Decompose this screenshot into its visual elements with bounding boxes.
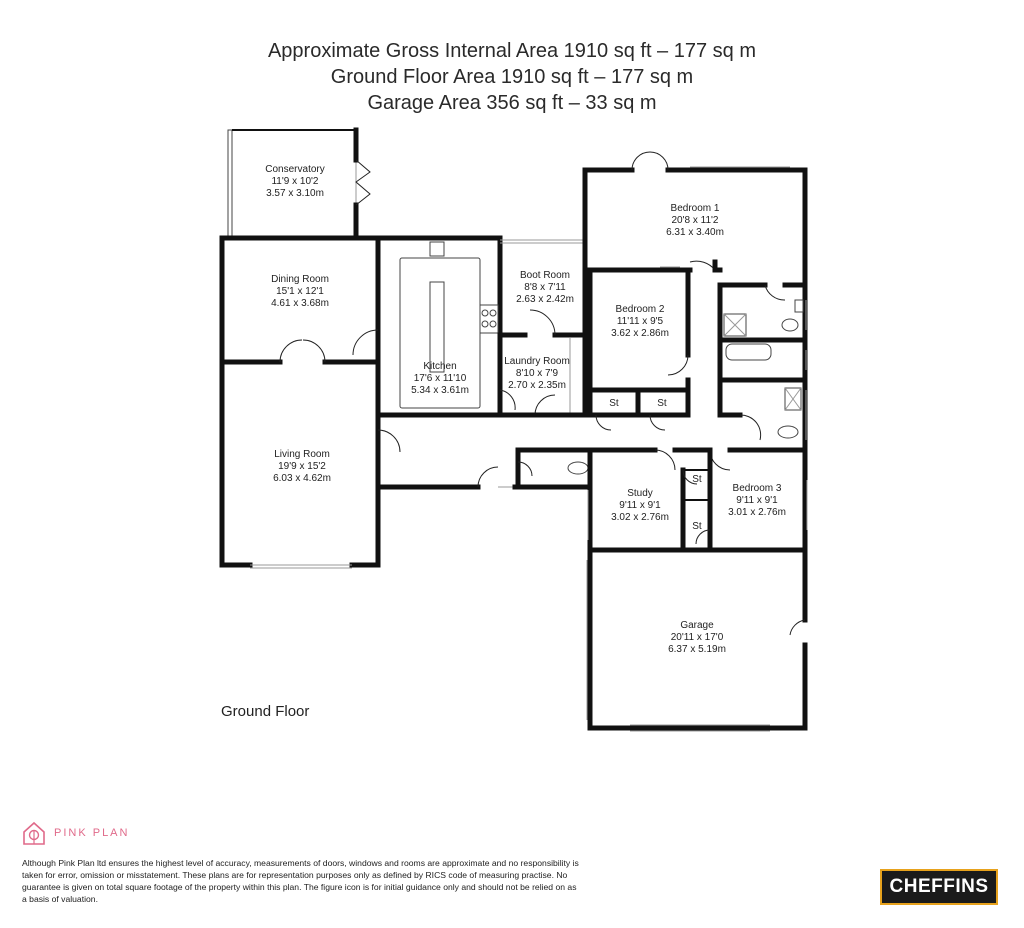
svg-text:2.70 x 2.35m: 2.70 x 2.35m: [508, 380, 566, 391]
room-label-living: [273, 449, 331, 484]
gross-area-text: Approximate Gross Internal Area 1910 sq ft – 177 sq m: [267, 40, 757, 62]
svg-text:8'10 x 7'9: 8'10 x 7'9: [515, 368, 559, 379]
cheffins-logo: CHEFFINS: [880, 869, 998, 905]
svg-text:Bedroom 2: Bedroom 2: [615, 304, 665, 315]
store-label-2: St: [657, 398, 667, 409]
svg-text:Kitchen: Kitchen: [423, 361, 457, 372]
store-label-3: St: [692, 474, 702, 485]
svg-text:Bedroom 3: Bedroom 3: [732, 483, 782, 494]
svg-text:Garage: Garage: [680, 620, 714, 631]
store-label-4: St: [692, 521, 702, 532]
svg-text:3.01 x 2.76m: 3.01 x 2.76m: [728, 507, 786, 518]
brand-name: PINK PLAN: [54, 827, 130, 839]
hallway-walls: [378, 415, 590, 487]
svg-text:6.31 x 3.40m: 6.31 x 3.40m: [666, 227, 724, 238]
room-label-bedroom2: [611, 304, 669, 339]
svg-text:11'9 x 10'2: 11'9 x 10'2: [271, 176, 319, 187]
svg-text:15'1 x 12'1: 15'1 x 12'1: [276, 286, 324, 297]
room-label-garage: [668, 620, 726, 655]
svg-text:8'8 x 7'11: 8'8 x 7'11: [524, 282, 566, 293]
svg-text:20'11 x 17'0: 20'11 x 17'0: [670, 632, 724, 643]
svg-text:3.02 x 2.76m: 3.02 x 2.76m: [611, 512, 669, 523]
room-label-bedroom1: [666, 203, 724, 238]
svg-text:6.03 x 4.62m: 6.03 x 4.62m: [273, 473, 331, 484]
store-label-1: St: [609, 398, 619, 409]
floor-label: Ground Floor: [221, 703, 310, 720]
svg-text:17'6 x 11'10: 17'6 x 11'10: [413, 373, 467, 384]
svg-text:9'11 x 9'1: 9'11 x 9'1: [619, 500, 661, 511]
svg-text:11'11 x 9'5: 11'11 x 9'5: [616, 316, 664, 327]
disclaimer-text: Although Pink Plan ltd ensures the highest level of accuracy, measurements of doors, windows and rooms are approximate and no responsibility is taken for error, omission or misstatement. These plans are for representation purposes only as defined by RICS code of measuring practise. No guarantee is given on total square footage of the property within this plan. The figure icon is for initial guidance only and should not be relied on as a basis of valuation.: [22, 858, 579, 904]
svg-text:Study: Study: [627, 488, 653, 499]
room-label-dining: [271, 274, 329, 309]
svg-text:19'9 x 15'2: 19'9 x 15'2: [278, 461, 326, 472]
svg-text:3.62 x 2.86m: 3.62 x 2.86m: [611, 328, 669, 339]
svg-text:Laundry Room: Laundry Room: [504, 356, 570, 367]
svg-text:Boot Room: Boot Room: [519, 270, 571, 281]
svg-text:20'8 x 11'2: 20'8 x 11'2: [671, 215, 719, 226]
garage-area-text: Garage Area 356 sq ft – 33 sq m: [367, 92, 657, 114]
svg-text:Living Room: Living Room: [274, 449, 330, 460]
svg-text:4.61 x 3.68m: 4.61 x 3.68m: [271, 298, 329, 309]
svg-text:2.63 x 2.42m: 2.63 x 2.42m: [516, 294, 574, 305]
house-logo-icon: [22, 820, 46, 846]
svg-text:9'11 x 9'1: 9'11 x 9'1: [736, 495, 778, 506]
svg-text:6.37 x 5.19m: 6.37 x 5.19m: [668, 644, 726, 655]
svg-text:3.57 x 3.10m: 3.57 x 3.10m: [266, 188, 324, 199]
room-label-bedroom3: [728, 483, 786, 518]
svg-text:5.34 x 3.61m: 5.34 x 3.61m: [411, 385, 469, 396]
room-label-boot: [516, 270, 574, 305]
svg-text:Conservatory: Conservatory: [265, 164, 325, 175]
room-label-study: [611, 488, 669, 523]
pink-plan-brand: [22, 820, 129, 846]
svg-text:Dining Room: Dining Room: [271, 274, 329, 285]
bedroom2-walls: [590, 267, 688, 430]
ground-floor-area-text: Ground Floor Area 1910 sq ft – 177 sq m: [330, 66, 694, 88]
room-label-conservatory: [265, 164, 324, 199]
room-label-laundry: [504, 356, 570, 391]
bathroom-walls: [720, 285, 806, 440]
svg-text:Bedroom 1: Bedroom 1: [670, 203, 720, 214]
